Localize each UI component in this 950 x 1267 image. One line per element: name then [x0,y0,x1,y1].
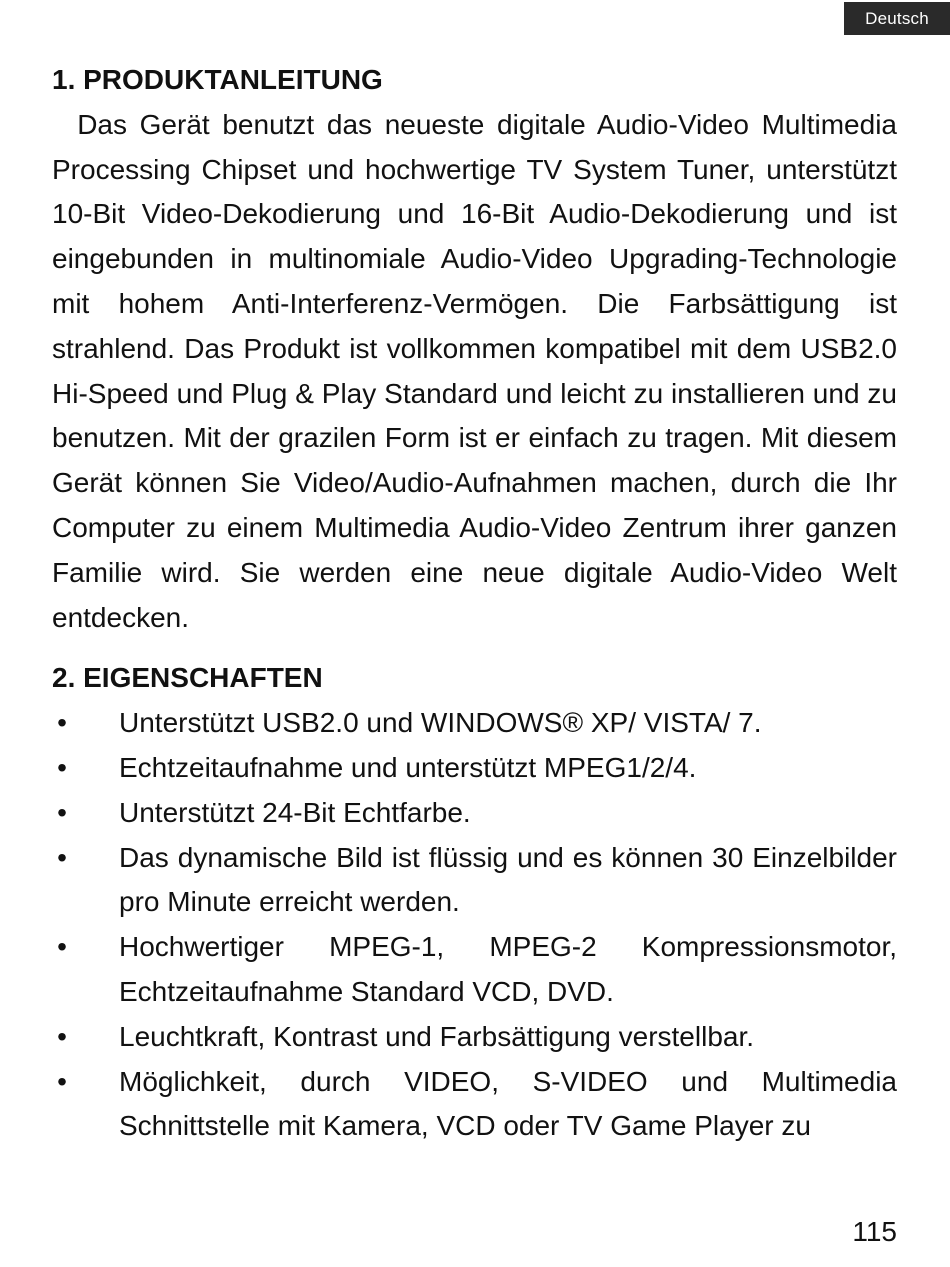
list-item [52,1015,897,1060]
feature-text: Das dynamische Bild ist flüssig und es können 30 Einzelbilder pro Minute erreicht werden. [119,841,897,918]
bullet-icon: • [57,796,67,828]
feature-text: Unterstützt 24-Bit Echtfarbe. [119,796,471,828]
bullet-icon: • [57,841,67,873]
bullet-icon: • [57,751,67,783]
list-item [52,791,897,836]
section-title-features: 2. EIGENSCHAFTEN [52,662,323,694]
page-number: 115 [852,1216,897,1247]
feature-text: Echtzeitaufnahme und unterstützt MPEG1/2/4. [119,751,697,783]
bullet-icon: • [57,931,67,963]
feature-text: Hochwertiger MPEG-1, MPEG-2 Kompressionsmotor, Echtzeitaufnahme Standard VCD, DVD. [119,931,897,1007]
bullet-icon: • [57,1020,67,1052]
language-badge: Deutsch [844,2,950,35]
list-item [52,925,897,1015]
product-description-paragraph: Das Gerät benutzt das neueste digitale Audio-Video Multimedia Processing Chipset und hochwertige TV System Tuner, unterstützt 10-Bit Video-Dekodierung und 16-Bit Audio-Dekodierung und ist eingebunden in multinomiale Audio-Video Upgrading-Technologie mit hohem Anti-Interferenz-Vermögen. Die Farbsättigung ist strahlend. Das Produkt ist vollkommen kompatibel mit dem USB2.0 Hi-Speed und Plug & Play Standard und leicht zu installieren und zu benutzen. Mit der grazilen Form ist er einfach zu tragen. Mit diesem Gerät können Sie Video/Audio-Aufnahmen machen, durch die Ihr Computer zu einem Multimedia Audio-Video Zentrum ihrer ganzen Familie wird. Sie werden eine neue digitale Audio-Video Welt entdecken. [52,108,897,633]
page-content [52,58,897,1149]
section-title-product-description: 1. PRODUKTANLEITUNG [52,64,383,95]
list-item [52,746,897,791]
bullet-icon: • [57,1065,67,1097]
list-item [52,1060,897,1150]
feature-list [52,701,897,1149]
bullet-icon: • [57,707,67,739]
feature-text: Möglichkeit, durch VIDEO, S-VIDEO und Multimedia Schnittstelle mit Kamera, VCD oder TV Game Player zu [119,1065,897,1142]
list-item [52,701,897,746]
feature-text: Leuchtkraft, Kontrast und Farbsättigung verstellbar. [119,1020,755,1052]
list-item [52,836,897,926]
feature-text: Unterstützt USB2.0 und WINDOWS® XP/ VISTA/ 7. [119,707,762,739]
